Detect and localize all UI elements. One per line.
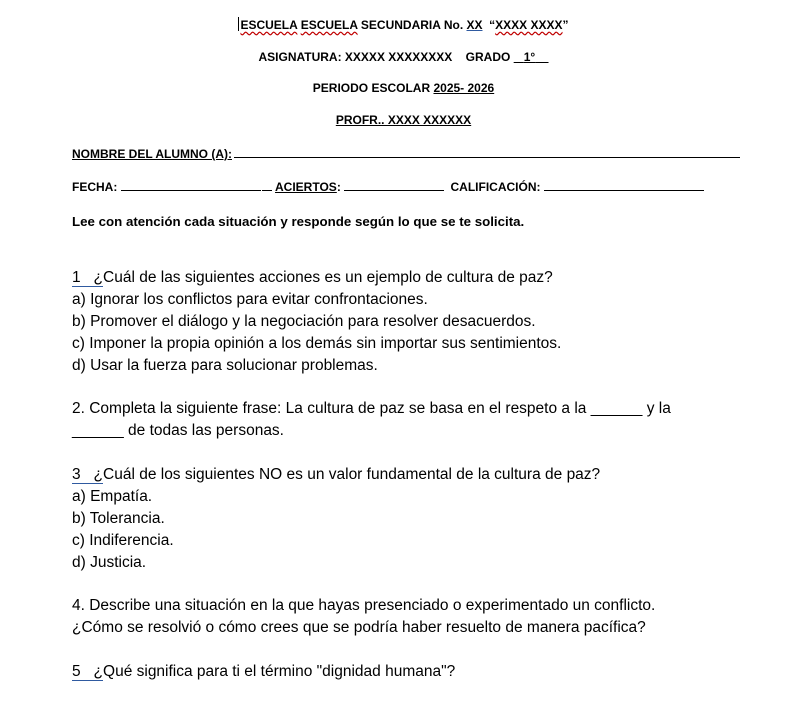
question-1-option-c: c) Imponer la propia opinión a los demás sin importar sus sentimientos.: [72, 335, 562, 352]
question-5-stem: [72, 661, 455, 683]
student-name-field: [72, 146, 740, 161]
question-4: [72, 595, 655, 639]
teacher-line: [0, 113, 807, 127]
question-3-option-b: b) Tolerancia.: [72, 510, 165, 527]
hits-label: ACIERTOS: [275, 180, 337, 194]
question-5-number-mark: 5 ¿: [72, 663, 104, 680]
period-line: [0, 81, 807, 95]
question-5-text: Qué significa para ti el término "dignidad humana"?: [103, 663, 456, 680]
question-2: [72, 398, 671, 442]
period-value: 2025- 2026: [433, 81, 495, 95]
question-1-option-b: b) Promover el diálogo y la negociación para resolver desacuerdos.: [72, 313, 536, 330]
hits-line[interactable]: [344, 179, 444, 191]
grade-value-wrap: [514, 50, 549, 64]
question-4-line-2: ¿Cómo se resolvió o cómo crees que se podría haber resuelto de manera pacífica?: [72, 619, 646, 636]
school-word-1: ESCUELA: [240, 18, 298, 32]
student-name-line[interactable]: [234, 146, 740, 158]
school-quote-open: “: [489, 18, 496, 32]
school-name: XXXX XXXX: [495, 18, 563, 32]
question-3: [72, 464, 600, 574]
instructions: Lee con atención cada situación y responde según lo que se te solicita.: [72, 214, 525, 229]
question-3-text: Cuál de los siguientes NO es un valor fundamental de la cultura de paz?: [103, 466, 601, 483]
date-line[interactable]: [121, 179, 261, 191]
subject-line: [0, 50, 807, 64]
question-1-option-a: a) Ignorar los conflictos para evitar confrontaciones.: [72, 291, 428, 308]
date-hits-grade-row: [72, 179, 704, 194]
teacher-name: PROFR.. XXXX XXXXXX: [335, 113, 472, 127]
period-label: PERIODO ESCOLAR: [312, 81, 434, 95]
school-word-2: ESCUELA: [300, 18, 358, 32]
school-quote-close: ”: [562, 18, 569, 32]
hits-colon: :: [336, 180, 341, 194]
subject-label: ASIGNATURA: XXXXX XXXXXXXX: [258, 50, 453, 64]
question-5: [72, 661, 455, 683]
question-3-option-a: a) Empatía.: [72, 488, 153, 505]
question-3-stem: [72, 464, 600, 486]
question-1-number-mark: 1 ¿: [72, 269, 104, 286]
grade-label: GRADO: [465, 50, 511, 64]
question-3-option-d: d) Justicia.: [72, 554, 147, 571]
school-number: XX: [466, 18, 483, 32]
grade-value: 1°: [523, 50, 536, 64]
grade-line[interactable]: [544, 179, 704, 191]
question-1-stem: [72, 267, 561, 289]
grade-field-label: CALIFICACIÓN:: [450, 180, 541, 194]
question-1-text: Cuál de las siguientes acciones es un ejemplo de cultura de paz?: [103, 269, 553, 286]
school-header: [0, 17, 807, 32]
question-3-number-mark: 3 ¿: [72, 466, 104, 483]
question-4-line-1: 4. Describe una situación en la que hayas presenciado o experimentado un conflicto.: [72, 597, 656, 614]
school-mid: SECUNDARIA No.: [357, 18, 467, 32]
question-3-option-c: c) Indiferencia.: [72, 532, 174, 549]
date-label: FECHA:: [72, 180, 118, 194]
question-2-line-1: 2. Completa la siguiente frase: La cultura de paz se basa en el respeto a la ______ y la: [72, 400, 671, 417]
student-name-label: NOMBRE DEL ALUMNO (A):: [72, 147, 232, 161]
question-2-line-2: ______ de todas las personas.: [72, 422, 284, 439]
question-1-option-d: d) Usar la fuerza para solucionar problemas.: [72, 357, 378, 374]
question-1: [72, 267, 561, 377]
hits-lead-line: [262, 179, 272, 191]
